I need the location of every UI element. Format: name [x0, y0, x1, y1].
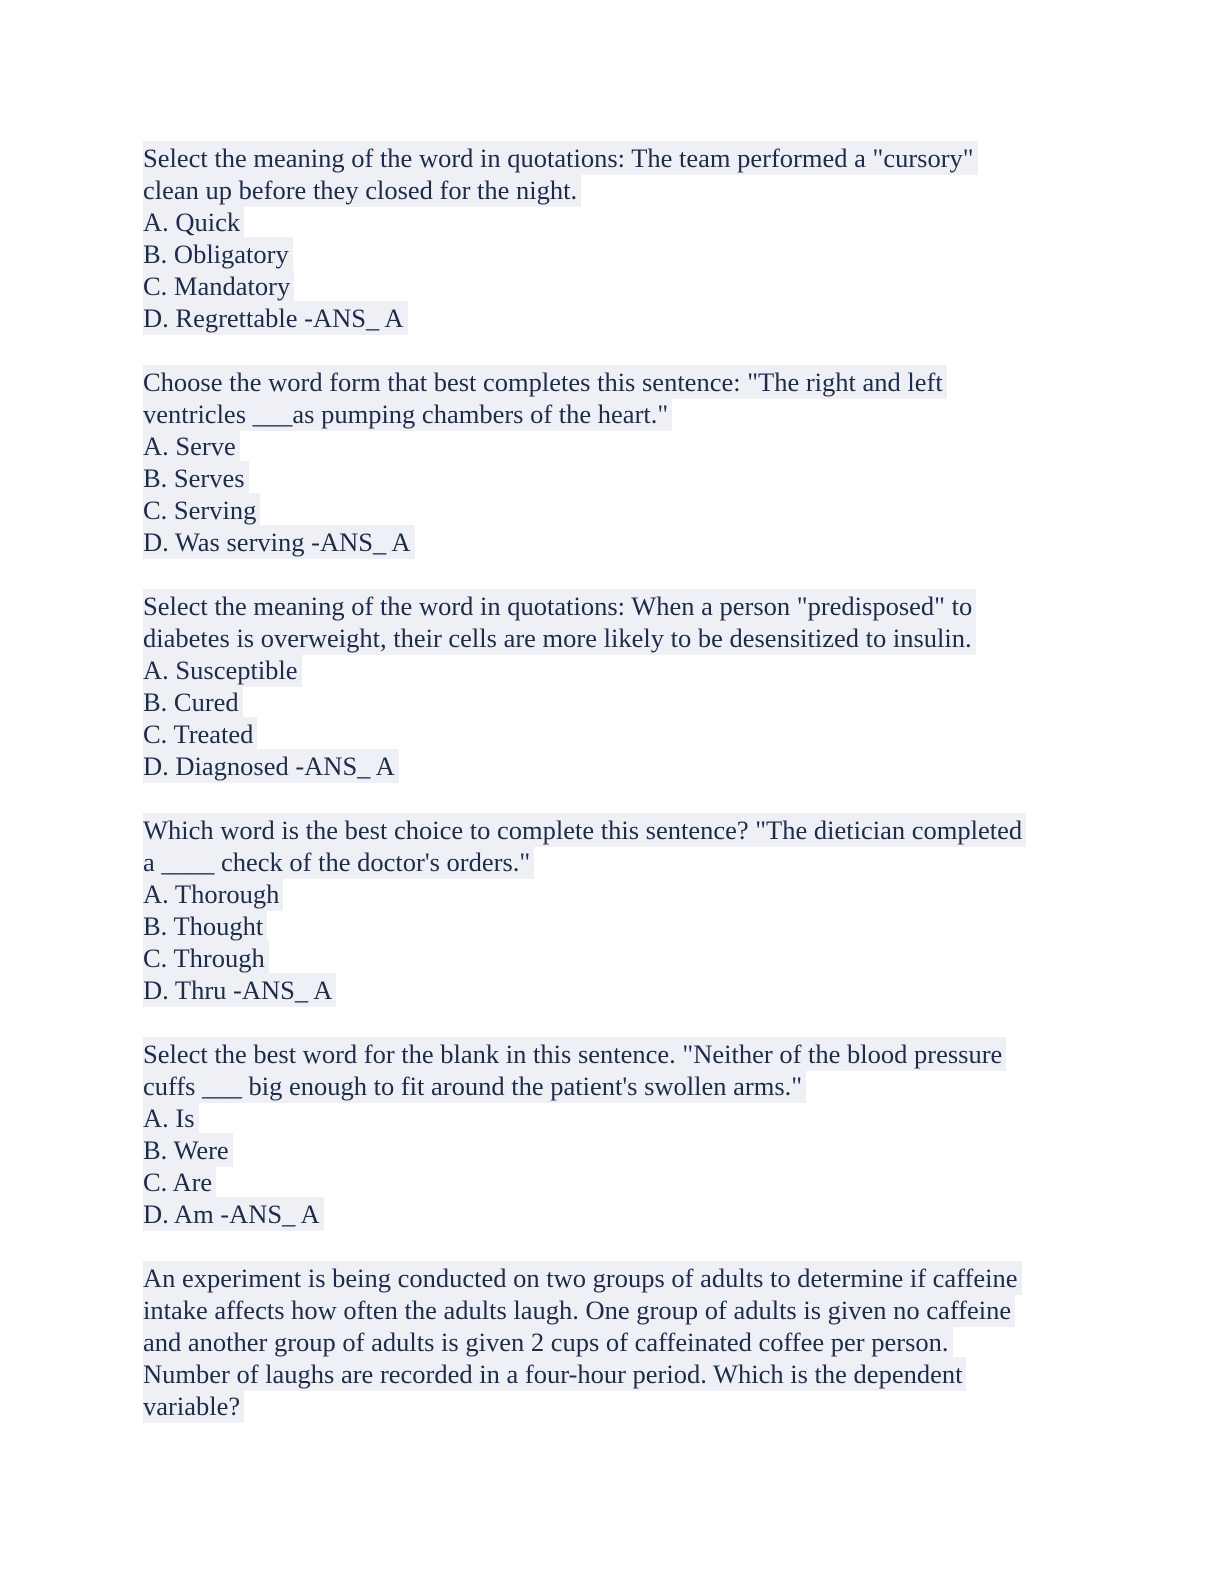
answer-option-with-key: D. Thru -ANS_ A: [143, 974, 1083, 1006]
question-stem-line: Select the best word for the blank in this sentence. "Neither of the blood pressure: [143, 1038, 1083, 1070]
question-6: [143, 1262, 1083, 1422]
question-stem-line: cuffs ___ big enough to fit around the patient's swollen arms.": [143, 1070, 1083, 1102]
answer-option: B. Were: [143, 1134, 1083, 1166]
answer-option: C. Treated: [143, 718, 1083, 750]
document-page: [143, 142, 1083, 1454]
question-stem-line: ventricles ___as pumping chambers of the heart.": [143, 398, 1083, 430]
answer-option: C. Serving: [143, 494, 1083, 526]
answer-option-with-key: D. Diagnosed -ANS_ A: [143, 750, 1083, 782]
question-1: [143, 142, 1083, 334]
answer-option: B. Serves: [143, 462, 1083, 494]
question-5: [143, 1038, 1083, 1230]
answer-option-with-key: D. Regrettable -ANS_ A: [143, 302, 1083, 334]
answer-option: A. Is: [143, 1102, 1083, 1134]
question-stem-line: and another group of adults is given 2 cups of caffeinated coffee per person.: [143, 1326, 1083, 1358]
question-stem-line: Select the meaning of the word in quotations: The team performed a "cursory": [143, 142, 1083, 174]
question-stem-line: clean up before they closed for the night.: [143, 174, 1083, 206]
question-stem-line: Number of laughs are recorded in a four-hour period. Which is the dependent: [143, 1358, 1083, 1390]
answer-option: A. Thorough: [143, 878, 1083, 910]
question-4: [143, 814, 1083, 1006]
question-stem-line: Choose the word form that best completes this sentence: "The right and left: [143, 366, 1083, 398]
answer-option: B. Obligatory: [143, 238, 1083, 270]
question-stem-line: An experiment is being conducted on two groups of adults to determine if caffeine: [143, 1262, 1083, 1294]
answer-option: C. Through: [143, 942, 1083, 974]
question-3: [143, 590, 1083, 782]
answer-option-with-key: D. Am -ANS_ A: [143, 1198, 1083, 1230]
answer-option: B. Thought: [143, 910, 1083, 942]
answer-option: A. Quick: [143, 206, 1083, 238]
question-stem-line: Which word is the best choice to complete this sentence? "The dietician completed: [143, 814, 1083, 846]
question-stem-line: diabetes is overweight, their cells are more likely to be desensitized to insulin.: [143, 622, 1083, 654]
question-stem-line: variable?: [143, 1390, 1083, 1422]
question-stem-line: a ____ check of the doctor's orders.": [143, 846, 1083, 878]
question-stem-line: intake affects how often the adults laugh. One group of adults is given no caffeine: [143, 1294, 1083, 1326]
question-2: [143, 366, 1083, 558]
answer-option: A. Susceptible: [143, 654, 1083, 686]
answer-option-with-key: D. Was serving -ANS_ A: [143, 526, 1083, 558]
answer-option: C. Are: [143, 1166, 1083, 1198]
answer-option: B. Cured: [143, 686, 1083, 718]
question-stem-line: Select the meaning of the word in quotations: When a person "predisposed" to: [143, 590, 1083, 622]
answer-option: A. Serve: [143, 430, 1083, 462]
answer-option: C. Mandatory: [143, 270, 1083, 302]
